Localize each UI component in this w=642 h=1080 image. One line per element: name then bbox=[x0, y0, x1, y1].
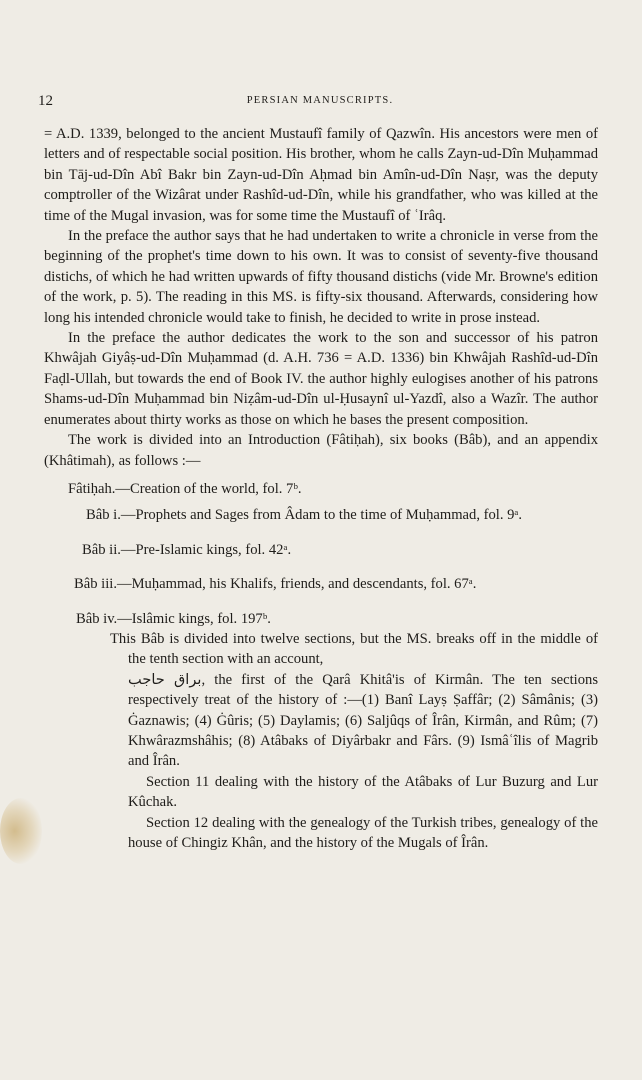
page-body bbox=[44, 124, 598, 853]
entry-bab-3: Bâb iii.—Muḥammad, his Khalifs, friends, and descendants, fol. 67ᵃ. bbox=[74, 576, 477, 593]
entry-bab-2: Bâb ii.—Pre-Islamic kings, fol. 42ᵃ. bbox=[82, 541, 292, 558]
page-number: 12 bbox=[38, 93, 53, 109]
sections-list: , the first of the Qarâ Khitâ'is of Kirmân. The ten sections respectively treat of the history of :—(1) Banî Layṣ Ṣaffâr; (2) Sâmânis; (3) Ġaznawis; (4) Ġûris; (5) Daylamis; (6) Saljûqs of Îrân, Kirmân, and Rûm; (7) Khwârazmshâhis; (8) Atâbaks of Diyârbakr and Fârs. (9) Ismâʿîlis of Magrib and Îrân. bbox=[128, 671, 598, 770]
page-header bbox=[38, 93, 602, 113]
paragraph-family-background: = A.D. 1339, belonged to the ancient Mustaufî family of Qazwîn. His ancestors were men of letters and of respectable social position. His brother, whom he calls Zayn-ud-Dîn Muḥammad bin Tāj-ud-Dîn Abî Bakr bin Zayn-ud-Dîn Aḥmad bin Amîn-ud-Dîn Naṣr, was the deputy comptroller of the Wizârat under Rashîd-ud-Dîn, while his grandfather, who was killed at the time of the Mugal invasion, was for some time the Mustaufî of ʿIrâq. bbox=[44, 126, 598, 224]
entry-fatihah: Fâtiḥah.—Creation of the world, fol. 7ᵇ. bbox=[68, 480, 302, 497]
paragraph-work-division: The work is divided into an Introduction (Fâtiḥah), six books (Bâb), and an appendix (Khâtimah), as follows :— bbox=[44, 432, 598, 469]
section-11-note: Section 11 dealing with the history of the Atâbaks of Lur Buzurg and Lur Kûchak. bbox=[128, 773, 598, 811]
paragraph-preface-verse: In the preface the author says that he had undertaken to write a chronicle in verse from the beginning of the prophet's time down to his own. It was to consist of seventy-five thousand distichs, of which he had written upwards of fifty thousand distichs (vide Mr. Browne's edition of the work, p. 5). The reading in this MS. is fifty-six thousand. Afterwards, considering how long his intended chronicle would take to finish, he decided to write in prose instead. bbox=[44, 228, 598, 326]
bab-4-intro: This Bâb is divided into twelve sections, but the MS. breaks off in the middle of the tenth section with an account, bbox=[110, 630, 598, 668]
entry-bab-1: Bâb i.—Prophets and Sages from Âdam to the time of Muḥammad, fol. 9ᵃ. bbox=[86, 507, 523, 524]
bab-4-sections bbox=[44, 670, 598, 772]
entry-bab-4: Bâb iv.—Islâmic kings, fol. 197ᵇ. bbox=[76, 610, 271, 627]
section-12-note: Section 12 dealing with the genealogy of the Turkish tribes, genealogy of the house of Chingiz Khân, and the history of the Mugals of Îrân. bbox=[128, 814, 598, 851]
running-head: PERSIAN MANUSCRIPTS. bbox=[246, 95, 394, 106]
paper-stain bbox=[0, 798, 42, 864]
arabic-phrase: براق حاجب bbox=[128, 671, 202, 688]
paragraph-preface-dedication: In the preface the author dedicates the work to the son and successor of his patron Khwâjah Giyâṣ-ud-Dîn Muḥammad (d. A.H. 736 = A.D. 1336) bin Khwâjah Rashîd-ud-Dîn Faḍl-Ullah, but towards the end of Book IV. the author highly eulogises another of his patrons Shams-ud-Dîn Muḥammad bin Niẓâm-ud-Dîn ul-Ḥusaynî ul-Yazdî, also a Wazîr. The author enumerates about thirty works as those on which he bases the present composition. bbox=[44, 330, 598, 428]
